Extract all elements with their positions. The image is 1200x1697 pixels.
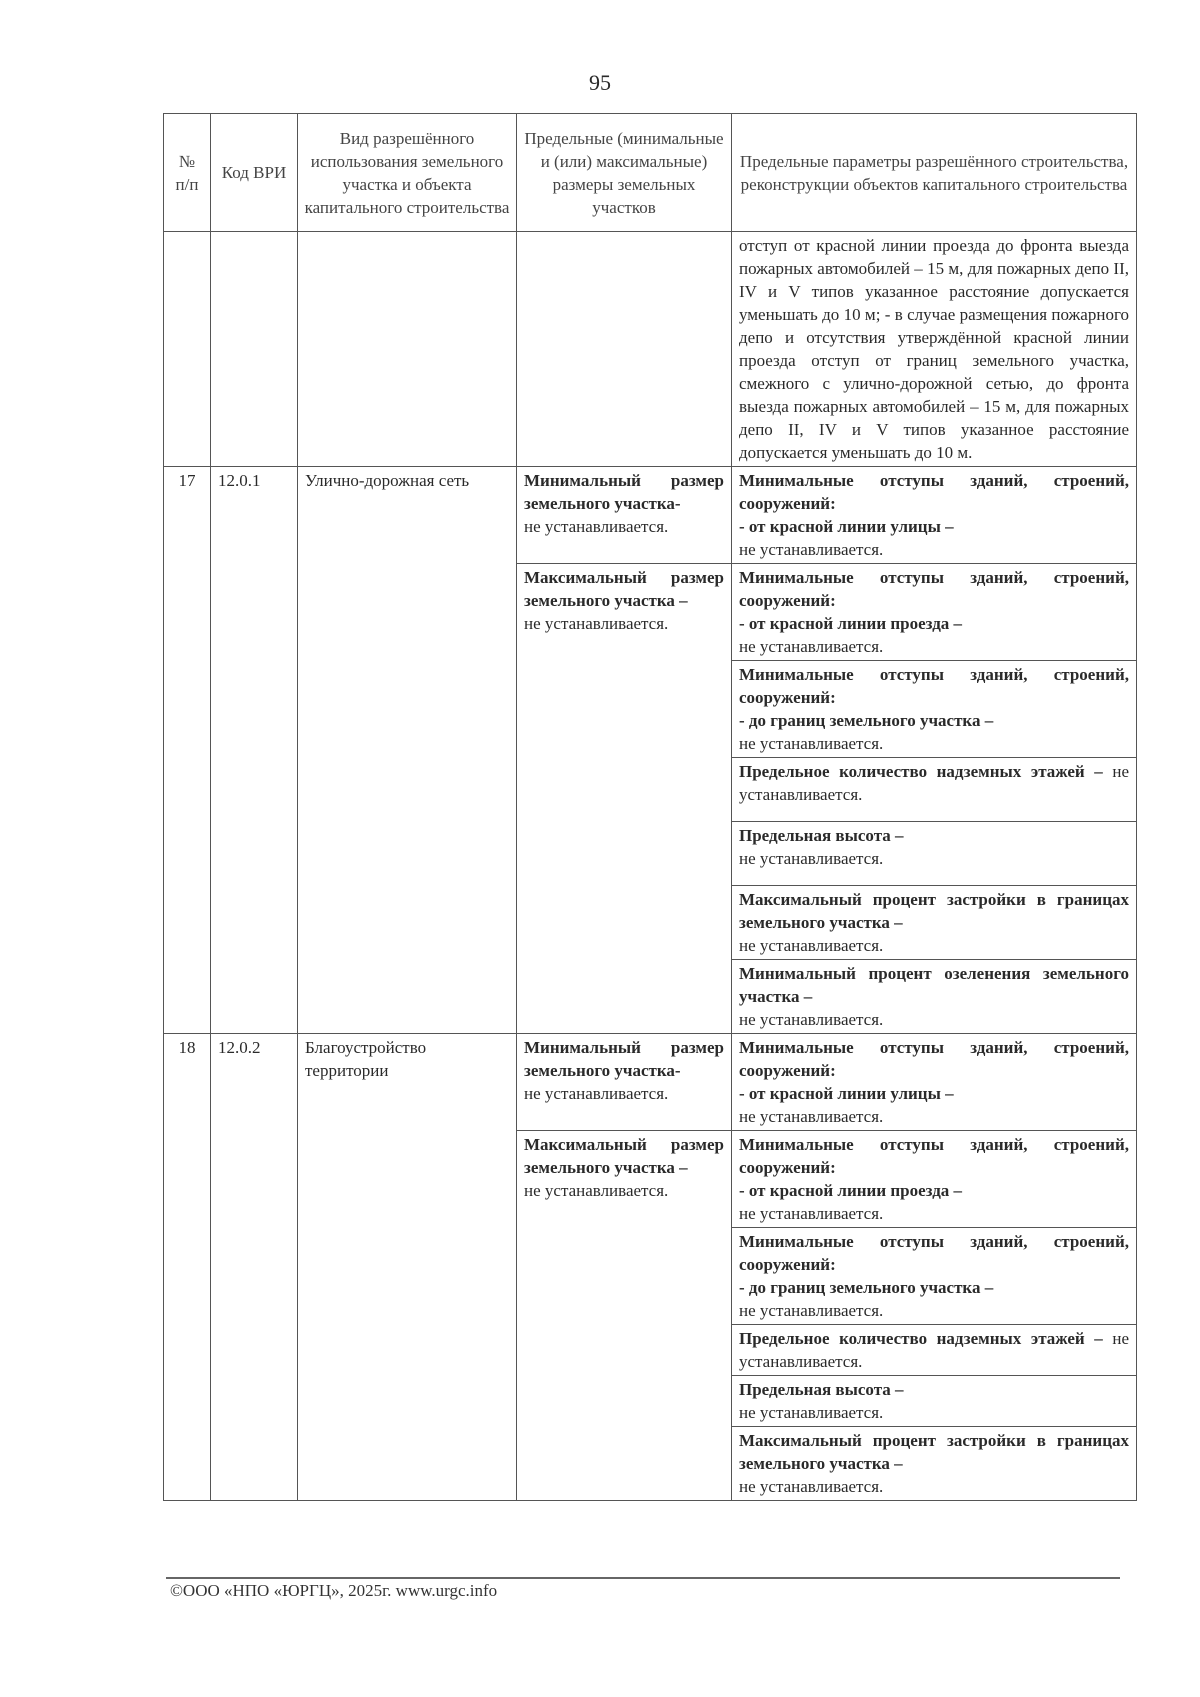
param-cell: [732, 661, 1137, 758]
header-num: № п/п: [164, 114, 211, 232]
param-label: Предельная высота –: [739, 1380, 904, 1399]
min-size-cell: [517, 1034, 732, 1131]
param-value: не устанавливается.: [739, 849, 884, 868]
param-value: не устанавливается.: [739, 1107, 884, 1126]
param-cell: [732, 467, 1137, 564]
header-sizes: Предельные (минимальные и (или) максимальные) размеры земельных участков: [517, 114, 732, 232]
header-kind: Вид разрешённого использования земельного участка и объекта капитального строительства: [298, 114, 517, 232]
table-header-row: [164, 114, 1137, 232]
footer-copyright: ©ООО «НПО «ЮРГЦ», 2025г. www.urgc.info: [170, 1581, 498, 1600]
min-size-value: не устанавливается.: [524, 517, 669, 536]
header-params: Предельные параметры разрешённого строительства, реконструкции объектов капитального строительства: [732, 114, 1137, 232]
param-label: Максимальный процент застройки в границах земельного участка –: [739, 890, 1129, 932]
param-cell: [732, 886, 1137, 960]
param-value: не устанавливается.: [739, 936, 884, 955]
param-cell: [732, 1228, 1137, 1325]
continuation-row: [164, 232, 1137, 467]
param-value: не устанавливается.: [739, 1329, 1129, 1371]
param-label: Минимальные отступы зданий, строений, сооружений:: [739, 1135, 1129, 1177]
param-label: Минимальный процент озеленения земельного участка –: [739, 964, 1129, 1006]
param-cell: [732, 822, 1137, 886]
max-size-label: Максимальный размер земельного участка –: [524, 1135, 724, 1177]
param-label: Предельная высота –: [739, 826, 904, 845]
max-size-value: не устанавливается.: [524, 614, 669, 633]
param-sublabel: - от красной линии улицы –: [739, 1084, 954, 1103]
min-size-value: не устанавливается.: [524, 1084, 669, 1103]
header-code: Код ВРИ: [211, 114, 298, 232]
min-size-label: Минимальный размер земельного участка-: [524, 471, 724, 513]
param-sublabel: - до границ земельного участка –: [739, 711, 994, 730]
row-num: 18: [164, 1034, 211, 1501]
param-cell: [732, 564, 1137, 661]
max-size-label: Максимальный размер земельного участка –: [524, 568, 724, 610]
row-code: 12.0.2: [211, 1034, 298, 1501]
param-value: не устанавливается.: [739, 1010, 884, 1029]
param-value: не устанавливается.: [739, 762, 1129, 804]
param-label: Предельное количество надземных этажей –: [739, 762, 1103, 781]
param-value: не устанавливается.: [739, 1204, 884, 1223]
row-code: 12.0.1: [211, 467, 298, 1034]
max-size-cell: [517, 564, 732, 1034]
param-label: Минимальные отступы зданий, строений, сооружений:: [739, 665, 1129, 707]
param-value: не устанавливается.: [739, 637, 884, 656]
footer-divider: [166, 1577, 1120, 1579]
param-cell: [732, 1427, 1137, 1501]
param-value: не устанавливается.: [739, 1477, 884, 1496]
param-sublabel: - от красной линии проезда –: [739, 1181, 963, 1200]
param-cell: [732, 758, 1137, 822]
table-row: [164, 467, 1137, 564]
param-sublabel: - от красной линии проезда –: [739, 614, 963, 633]
param-label: Максимальный процент застройки в границах земельного участка –: [739, 1431, 1129, 1473]
param-value: не устанавливается.: [739, 1301, 884, 1320]
param-label: Минимальные отступы зданий, строений, сооружений:: [739, 568, 1129, 610]
max-size-value: не устанавливается.: [524, 1181, 669, 1200]
row-kind: Благоустройство территории: [298, 1034, 517, 1501]
page-number: 95: [589, 70, 611, 95]
min-size-cell: [517, 467, 732, 564]
param-value: не устанавливается.: [739, 734, 884, 753]
continuation-text: отступ от красной линии проезда до фронта выезда пожарных автомобилей – 15 м, для пожарных депо II, IV и V типов указанное расстояние допускается уменьшать до 10 м; - в случае размещения пожарного депо и отсутствия утверждённой красной линии проезда отступ от границ земельного участка, смежного с улично-дорожной сетью, до фронта выезда пожарных автомобилей – 15 м, для пожарных депо II, IV и V типов указанное расстояние допускается уменьшать до 10 м.: [732, 232, 1137, 467]
param-cell: [732, 1325, 1137, 1376]
param-cell: [732, 1376, 1137, 1427]
param-sublabel: - от красной линии улицы –: [739, 517, 954, 536]
param-sublabel: - до границ земельного участка –: [739, 1278, 994, 1297]
param-label: Минимальные отступы зданий, строений, сооружений:: [739, 1038, 1129, 1080]
param-label: Минимальные отступы зданий, строений, сооружений:: [739, 1232, 1129, 1274]
row-kind: Улично-дорожная сеть: [298, 467, 517, 1034]
max-size-cell: [517, 1131, 732, 1501]
param-label: Предельное количество надземных этажей –: [739, 1329, 1103, 1348]
param-cell: [732, 960, 1137, 1034]
param-value: не устанавливается.: [739, 540, 884, 559]
row-num: 17: [164, 467, 211, 1034]
table-row: [164, 1034, 1137, 1131]
param-label: Минимальные отступы зданий, строений, сооружений:: [739, 471, 1129, 513]
param-cell: [732, 1034, 1137, 1131]
param-value: не устанавливается.: [739, 1403, 884, 1422]
regulations-table: [163, 113, 1137, 1501]
param-cell: [732, 1131, 1137, 1228]
min-size-label: Минимальный размер земельного участка-: [524, 1038, 724, 1080]
